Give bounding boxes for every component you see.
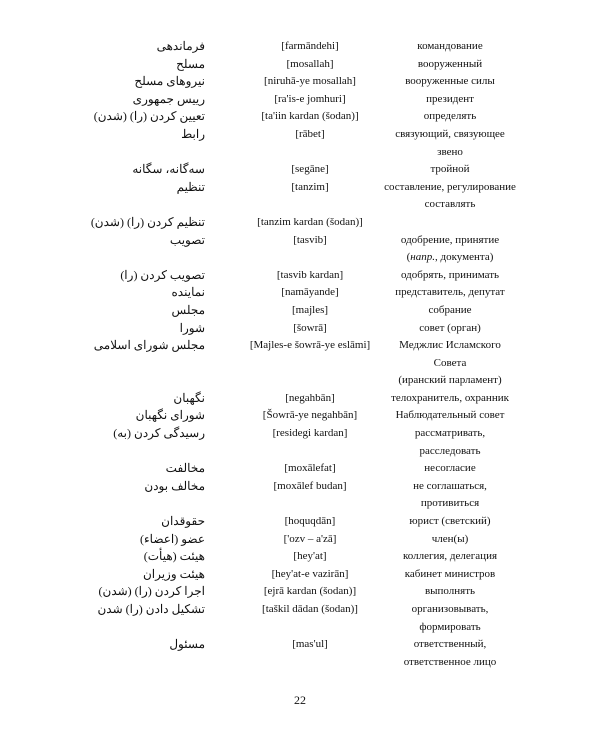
vocab-row	[0, 531, 600, 549]
transliteration: [hoquqdān]	[284, 515, 336, 528]
vocab-row	[0, 478, 600, 496]
transliteration: [tasvib]	[293, 233, 327, 246]
russian-translation: (напр., документа)	[406, 251, 494, 264]
vocab-row	[0, 390, 600, 408]
russian-translation: собрание	[428, 303, 472, 316]
persian-word: هیئت (هیأت)	[143, 549, 205, 564]
russian-translation: ответственное лицо	[403, 655, 497, 668]
persian-word: نیروهای مسلح	[134, 74, 205, 89]
vocab-row	[0, 583, 600, 601]
persian-word: هیئت وزیران	[142, 566, 205, 581]
russian-translation: одобрение, принятие	[400, 233, 500, 246]
persian-word: رییس جمهوری	[132, 91, 205, 106]
transliteration: [ra'is-e jomhuri]	[274, 92, 346, 105]
russian-translation: Меджлис Исламского	[399, 339, 501, 352]
persian-word: مخالف بودن	[144, 478, 205, 493]
persian-word: اجرا کردن (را) (شدن)	[98, 584, 205, 599]
vocab-row	[0, 91, 600, 109]
vocab-row	[0, 372, 600, 390]
russian-translation: телохранитель, охранник	[391, 391, 509, 404]
persian-word: رسیدگی کردن (به)	[113, 426, 205, 441]
vocab-row	[0, 601, 600, 619]
vocab-row	[0, 302, 600, 320]
vocab-row	[0, 548, 600, 566]
vocab-row	[0, 56, 600, 74]
russian-translation: кабинет министров	[404, 567, 496, 580]
transliteration: [mas'ul]	[292, 638, 328, 651]
transliteration: [ta'iin kardan (šodan)]	[261, 110, 359, 123]
russian-translation: президент	[426, 92, 474, 105]
russian-translation: вооруженный	[417, 57, 483, 70]
vocab-row	[0, 443, 600, 461]
vocab-row	[0, 161, 600, 179]
russian-translation: ответственный,	[413, 638, 487, 651]
vocab-row	[0, 619, 600, 637]
transliteration: [moxālef budan]	[273, 479, 347, 492]
russian-translation: определять	[423, 110, 477, 123]
transliteration: [ejrā kardan (šodan)]	[263, 585, 357, 598]
russian-translation: составление, регулирование	[384, 180, 516, 193]
transliteration: [šowrā]	[293, 321, 327, 334]
vocab-row	[0, 460, 600, 478]
vocab-row	[0, 407, 600, 425]
persian-word: عضو (اعضاء)	[140, 531, 205, 546]
persian-word: تنظیم	[176, 179, 205, 194]
persian-word: تصویب	[169, 232, 205, 247]
russian-translation: рассматривать,	[414, 427, 486, 440]
vocab-row	[0, 267, 600, 285]
vocab-row	[0, 654, 600, 672]
transliteration: [farmāndehi]	[281, 40, 339, 52]
persian-word: تشکیل دادن (را) شدن	[97, 602, 205, 616]
russian-translation: расследовать	[419, 444, 481, 457]
vocab-row	[0, 73, 600, 91]
transliteration: [niruhā-ye mosallah]	[264, 75, 356, 88]
vocab-row	[0, 284, 600, 302]
vocab-row	[0, 214, 600, 232]
vocab-row	[0, 179, 600, 197]
persian-word: مسئول	[169, 637, 205, 652]
transliteration: [hey'at]	[293, 550, 327, 563]
persian-word: سه‌گانه، سگانه	[132, 162, 205, 177]
vocab-row	[0, 636, 600, 654]
vocab-row	[0, 495, 600, 513]
transliteration: [mosallah]	[286, 57, 334, 70]
russian-translation: несогласие	[424, 462, 476, 475]
vocab-row	[0, 337, 600, 355]
persian-word: فرماندهی	[156, 39, 205, 53]
transliteration: [Šowrā-ye negahbān]	[262, 409, 358, 422]
vocabulary-list	[0, 38, 600, 671]
russian-translation: вооруженные силы	[405, 75, 495, 88]
russian-translation: формировать	[419, 620, 481, 633]
russian-translation: противиться	[420, 497, 480, 510]
persian-word: مخالفت	[165, 461, 205, 476]
persian-word: مجلس	[171, 302, 205, 317]
page-number: 22	[294, 693, 306, 707]
persian-word: شورا	[179, 320, 205, 335]
russian-translation: представитель, депутат	[395, 286, 505, 299]
vocab-row	[0, 320, 600, 338]
transliteration: ['ozv – a'zā]	[283, 532, 337, 545]
transliteration: [moxālefat]	[284, 462, 336, 475]
russian-translation: связующий, связующее	[395, 127, 505, 140]
persian-word: مجلس شورای اسلامی	[93, 338, 205, 353]
russian-translation: одобрять, принимать	[400, 268, 500, 281]
transliteration: [rābet]	[295, 127, 325, 140]
russian-translation: член(ы)	[431, 532, 469, 545]
vocab-row	[0, 355, 600, 373]
russian-translation: командование	[417, 40, 483, 52]
vocab-row	[0, 38, 600, 56]
transliteration: [taškil dādan (šodan)]	[262, 603, 358, 615]
vocab-row	[0, 566, 600, 584]
transliteration: [negahbān]	[285, 391, 335, 404]
vocab-row	[0, 126, 600, 144]
vocab-row	[0, 425, 600, 443]
transliteration: [tanzim kardan (šodan)]	[257, 215, 363, 228]
persian-word: نگهبان	[173, 390, 205, 405]
vocab-row	[0, 108, 600, 126]
russian-translation: совет (орган)	[419, 321, 481, 334]
russian-translation: не соглашаться,	[413, 479, 487, 492]
persian-word: شورای نگهبان	[135, 408, 205, 423]
persian-word: تعیین کردن (را) (شدن)	[93, 109, 205, 124]
transliteration: [hey'at-e vazirān]	[271, 567, 349, 580]
vocab-row	[0, 232, 600, 250]
russian-translation: выполнять	[424, 585, 476, 598]
vocab-row	[0, 249, 600, 267]
vocab-row	[0, 513, 600, 531]
russian-translation: организовывать,	[411, 603, 489, 615]
persian-word: حقوقدان	[161, 514, 205, 529]
persian-word: نماینده	[171, 285, 205, 300]
russian-translation: тройной	[430, 163, 470, 176]
russian-translation: Совета	[433, 356, 467, 369]
persian-word: رابط	[181, 126, 205, 141]
russian-translation: юрист (светский)	[409, 515, 491, 528]
transliteration: [Majles-e šowrā-ye eslāmi]	[249, 339, 371, 352]
transliteration: [residegi kardan]	[272, 427, 348, 440]
russian-translation: коллегия, делегация	[402, 550, 498, 563]
vocab-row	[0, 196, 600, 214]
russian-translation: Наблюдательный совет	[395, 409, 505, 422]
russian-translation: (иранский парламент)	[398, 374, 502, 387]
persian-word: تصویب کردن (را)	[120, 267, 205, 282]
transliteration: [namāyande]	[281, 286, 339, 299]
transliteration: [majles]	[291, 303, 329, 316]
russian-translation: звено	[437, 145, 463, 158]
transliteration: [tasvib kardan]	[276, 268, 344, 281]
transliteration: [segāne]	[291, 163, 329, 176]
persian-word: تنظیم کردن (را) (شدن)	[90, 214, 205, 229]
russian-translation: составлять	[424, 198, 476, 211]
vocab-row	[0, 144, 600, 162]
transliteration: [tanzim]	[291, 180, 329, 193]
persian-word: مسلح	[176, 56, 205, 71]
